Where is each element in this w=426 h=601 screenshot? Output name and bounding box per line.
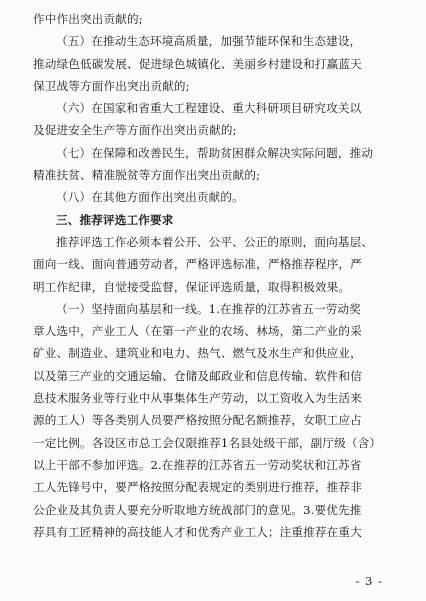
text-line: （一）坚持面向基层和一线。1.在推荐的江苏省五一劳动奖 (56, 301, 361, 316)
text-line: 公企业及其负责人要充分听取地方统战部门的意见。3.要优先推 (33, 502, 362, 517)
text-line: （五）在推动生态环境高质量，加强节能环保和生态建设， (56, 34, 362, 49)
text-line: 推荐评选工作必须本着公开、公平、公正的原则，面向基层、 (56, 234, 374, 249)
text-line: 以上干部不参加评选。2.在推荐的江苏省五一劳动奖状和江苏省 (33, 457, 362, 472)
text-line: 面向一线、面向普通劳动者，严格评选标准，严格推荐程序，严 (33, 257, 362, 272)
text-line: 工人先锋号中，要严格按照分配表规定的类别进行推荐，推荐非 (33, 480, 362, 495)
text-line: 及促进安全生产等方面作出突出贡献的; (33, 123, 237, 138)
text-line: 章人选中，产业工人（在第一产业的农场、林场，第二产业的采 (33, 324, 362, 339)
text-line: 推动绿色低碳发展、促进绿色城镇化、美丽乡村建设和打赢蓝天 (33, 56, 362, 71)
section-heading: 三、推荐评选工作要求 (56, 212, 174, 227)
text-line: （七）在保障和改善民生，帮助贫困群众解决实际问题，推动 (56, 145, 374, 160)
text-line: 保卫战等方面作出突出贡献的; (33, 78, 190, 93)
text-line: 作中作出突出贡献的; (33, 12, 143, 26)
text-line: （八）在其他方面作出突出贡献的。 (56, 190, 244, 205)
document-body (33, 8, 398, 543)
text-line: 荐具有工匠精神的高技能人才和优秀产业工人；注重推荐在重大 (33, 524, 362, 539)
text-line: 以及第三产业的交通运输、仓储及邮政业和信息传输、软件和信 (33, 368, 362, 383)
text-line: （六）在国家和省重大工程建设、重大科研项目研究攻关以 (56, 101, 362, 116)
text-line: 一定比例。各设区市总工会仅限推荐1名县处级干部，副厅级（含） (33, 435, 382, 450)
text-line: 息技术服务业等行业中从事集体生产劳动，以工资收入为生活来 (33, 391, 362, 406)
text-line: 精准扶贫、精准脱贫等方面作出突出贡献的; (33, 168, 261, 183)
text-line: 矿业、制造业、建筑业和电力、热气、燃气及水生产和供应业， (33, 346, 362, 361)
text-line: 源的工人）等各类别人员要严格按照分配名额推荐，女职工应占 (33, 413, 362, 428)
page-number: - 3 - (355, 574, 383, 588)
text-line: 明工作纪律，自觉接受监督，保证评选质量，取得积极效果。 (33, 279, 351, 294)
